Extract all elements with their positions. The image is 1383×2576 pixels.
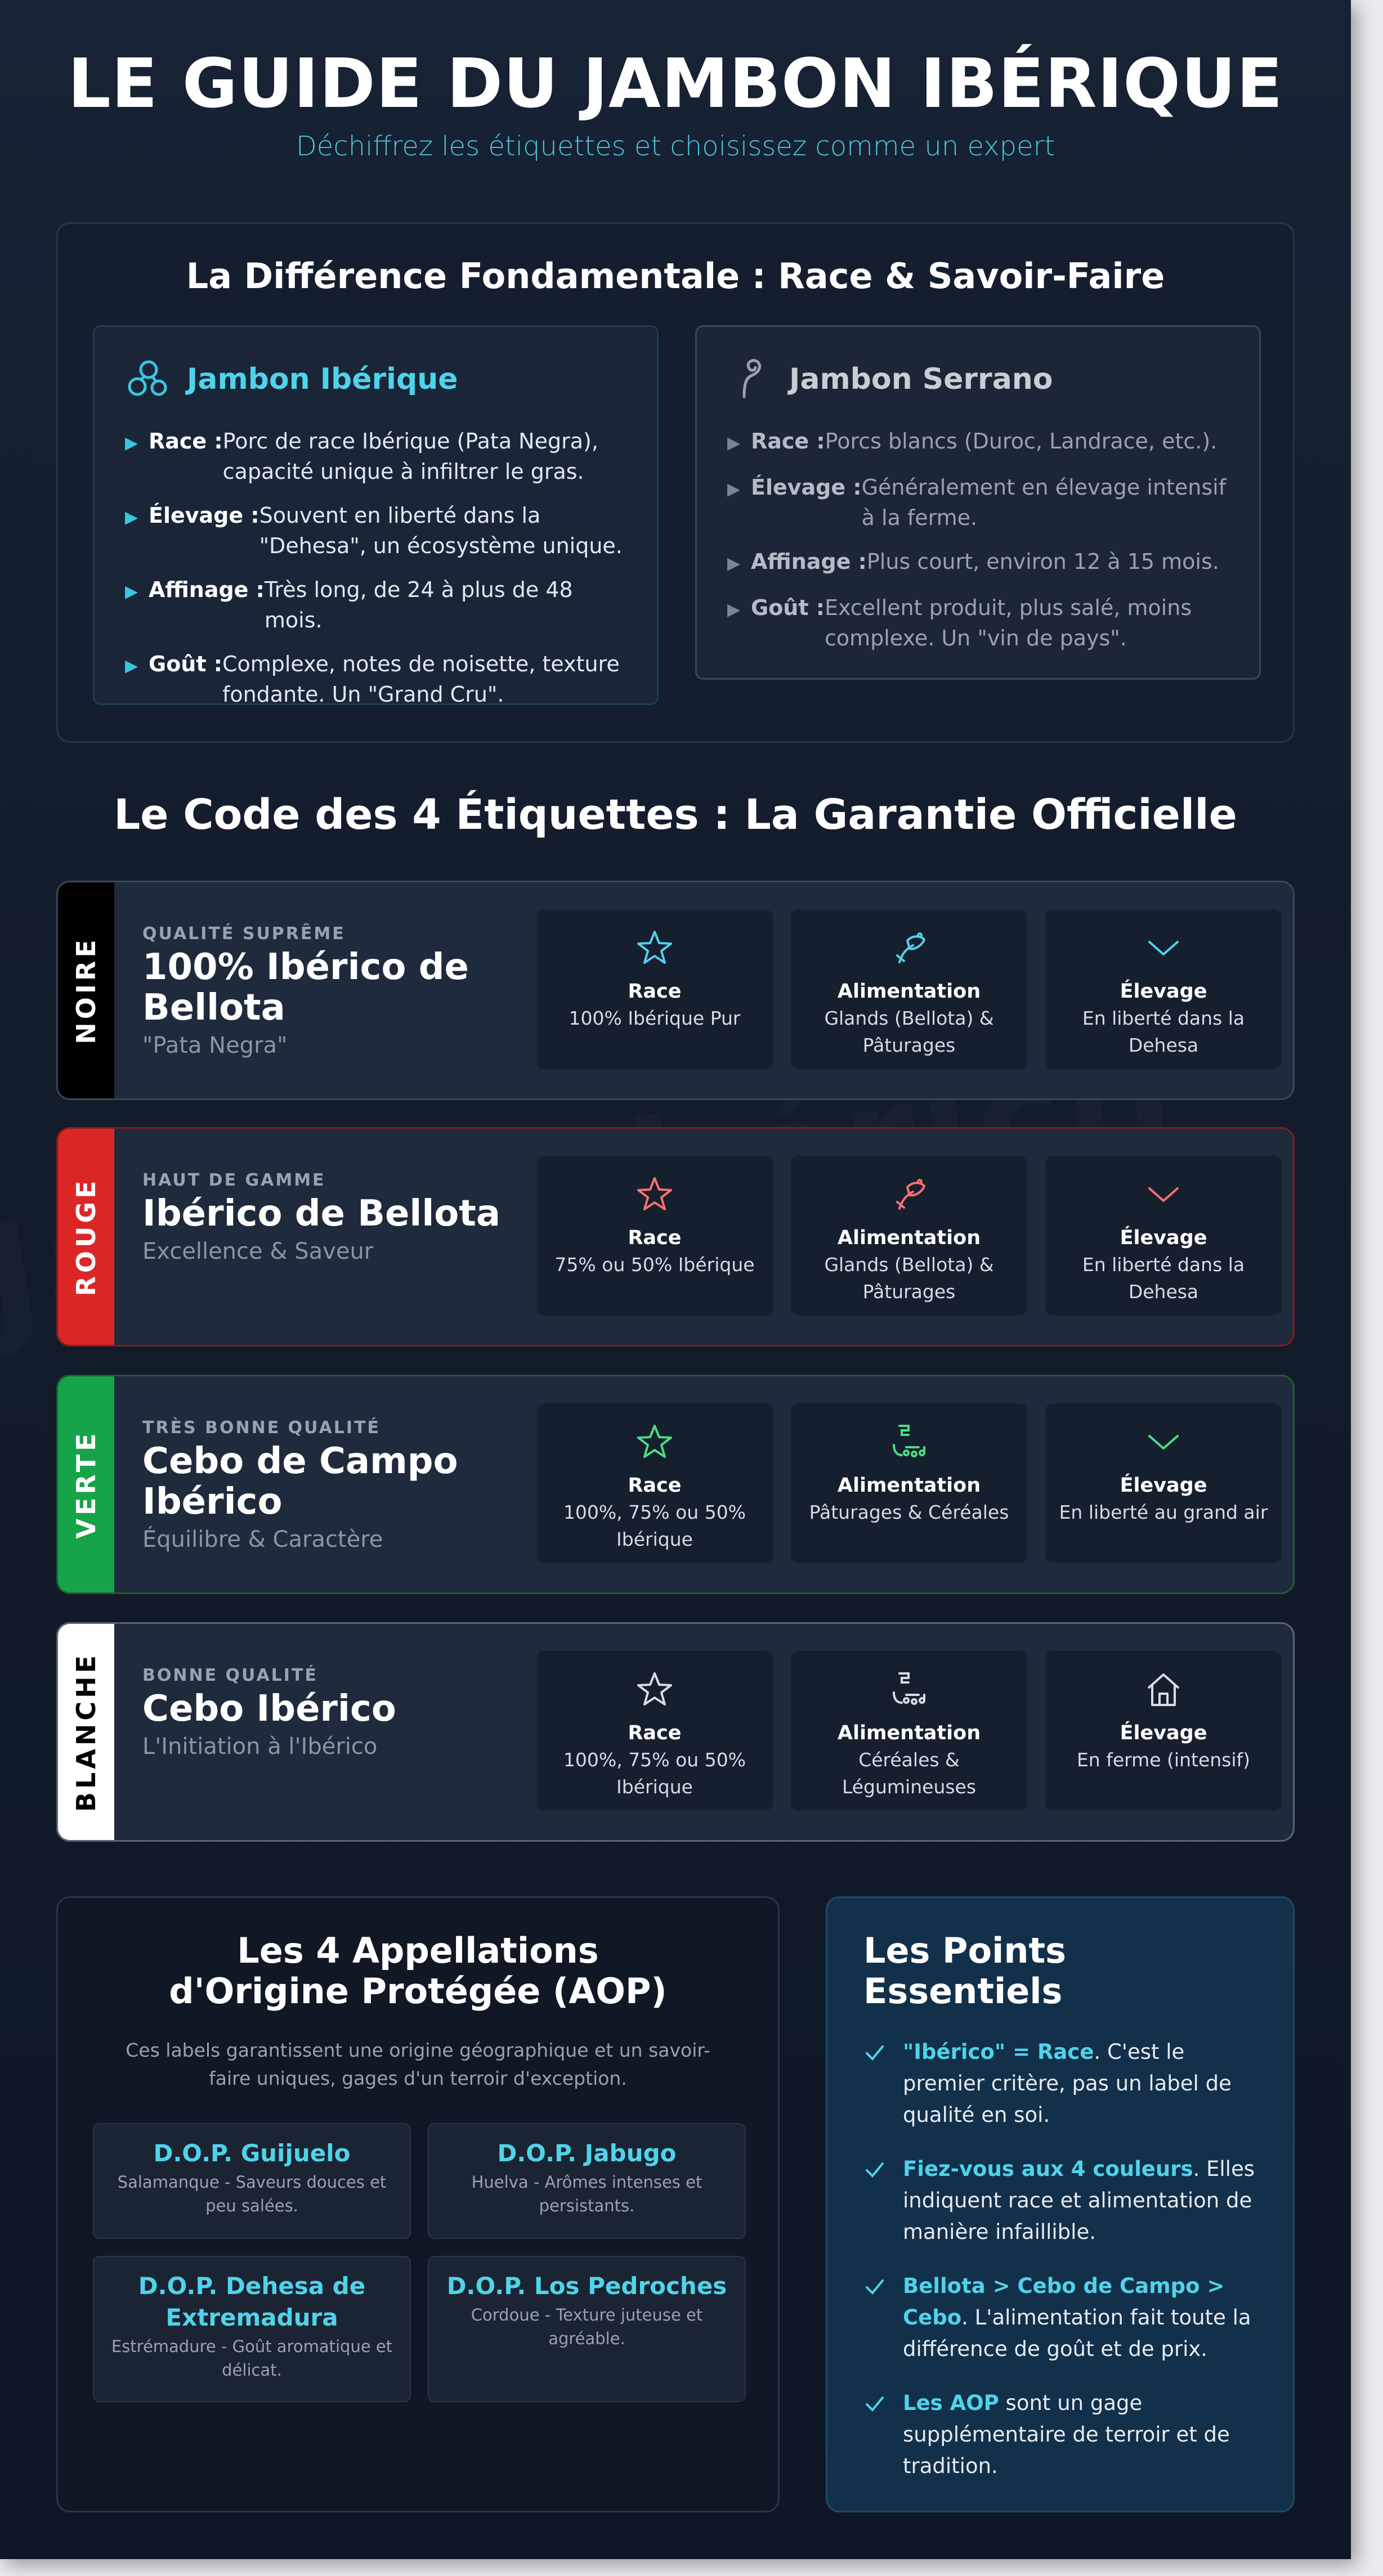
list-item (863, 2153, 1257, 2248)
attribute-value: 100% Ibérique Pur (569, 1007, 741, 1029)
star-icon (536, 924, 773, 972)
grain-icon (791, 1666, 1027, 1714)
attribute-title: Race (628, 1474, 682, 1497)
label-name: Cebo de Campo Ibérico (142, 1440, 458, 1523)
color-band (58, 882, 114, 1098)
item-text: Porcs blancs (Duroc, Landrace, etc.). (825, 429, 1218, 454)
attribute-value: Pâturages & Céréales (809, 1501, 1009, 1523)
essential-rest: . C'est le premier critère, pas un label de qualité en soi. (903, 2040, 1232, 2127)
essential-bold: Fiez-vous aux 4 couleurs (903, 2157, 1193, 2181)
item-text: Plus court, environ 12 à 15 mois. (866, 549, 1219, 574)
aop-item-guijuelo (93, 2123, 411, 2239)
item-text: Complexe, notes de noisette, texture fondante. Un "Grand Cru". (222, 652, 620, 707)
attribute-tile (536, 1156, 773, 1316)
attribute-tile (536, 909, 773, 1069)
attribute-tile (1045, 1403, 1282, 1563)
attribute-title: Alimentation (837, 1227, 981, 1249)
page-subtitle: Déchiffrez les étiquettes et choisissez comme un expert (296, 131, 1055, 162)
check-icon (863, 2153, 903, 2248)
aop-name: D.O.P. Jabugo (497, 2139, 677, 2167)
item-label: Affinage : (149, 577, 265, 602)
attribute-value: 100%, 75% ou 50% Ibérique (563, 1501, 746, 1550)
band-label: NOIRE (71, 936, 101, 1044)
labels-section-title: Le Code des 4 Étiquettes : La Garantie Officielle (114, 791, 1237, 839)
attribute-tile (791, 1651, 1027, 1811)
check-icon (863, 2036, 903, 2131)
star-icon (536, 1418, 773, 1466)
triangle-bullet-icon: ▶ (727, 554, 741, 573)
attribute-title: Alimentation (837, 1722, 981, 1744)
aop-intro: Ces labels garantissent une origine géographique et un savoir-faire uniques, gages d'un terroir d'exception. (126, 2039, 710, 2089)
molecule-icon (125, 355, 171, 403)
label-subtitle: Excellence & Saveur (142, 1238, 374, 1264)
grain-icon (791, 1418, 1027, 1466)
attribute-row (536, 882, 1282, 1098)
aop-panel (56, 1896, 780, 2512)
difference-title: La Différence Fondamentale : Race & Savoir-Faire (186, 255, 1165, 297)
essential-text (903, 2036, 1257, 2131)
triangle-bullet-icon: ▶ (727, 433, 741, 453)
aop-name: D.O.P. Dehesa de Extremadura (138, 2272, 366, 2331)
star-icon (536, 1666, 773, 1714)
band-label: ROUGE (71, 1177, 101, 1296)
list-item (727, 546, 1229, 579)
item-label: Goût : (751, 595, 825, 620)
label-card-noire (56, 881, 1295, 1100)
attribute-title: Alimentation (837, 1474, 981, 1497)
triangle-bullet-icon: ▶ (727, 479, 741, 499)
attribute-title: Race (628, 1722, 682, 1744)
label-subtitle: Équilibre & Caractère (142, 1527, 383, 1552)
triangle-bullet-icon: ▶ (727, 600, 741, 620)
aop-name: D.O.P. Guijuelo (153, 2139, 351, 2167)
triangle-bullet-icon: ▶ (125, 508, 138, 527)
attribute-value: 100%, 75% ou 50% Ibérique (563, 1749, 746, 1798)
attribute-tile (1045, 1156, 1282, 1316)
serrano-name: Jambon Serrano (789, 362, 1053, 396)
attribute-tile (1045, 909, 1282, 1069)
essential-rest: sont un gage supplémentaire de terroir et de tradition. (903, 2391, 1230, 2478)
essential-text (903, 2153, 1257, 2248)
item-label: Goût : (149, 652, 222, 676)
aop-name: D.O.P. Los Pedroches (446, 2272, 727, 2300)
attribute-row (536, 1376, 1282, 1592)
attribute-tile (1045, 1651, 1282, 1811)
acorn-icon (791, 1170, 1027, 1219)
item-label: Élevage : (751, 475, 862, 500)
essential-bold: "Ibérico" = Race (903, 2040, 1094, 2064)
label-card-verte (56, 1375, 1295, 1594)
list-item (863, 2387, 1257, 2482)
attribute-title: Alimentation (837, 980, 981, 1003)
attribute-title: Élevage (1120, 980, 1207, 1003)
check-icon (863, 2270, 903, 2365)
pig-tail-icon (727, 355, 773, 403)
difference-panel (56, 222, 1295, 743)
label-info (114, 882, 536, 1098)
label-name: Ibérico de Bellota (142, 1193, 501, 1235)
item-text: Souvent en liberté dans la "Dehesa", un écosystème unique. (259, 503, 623, 558)
item-text: Porc de race Ibérique (Pata Negra), capacité unique à infiltrer le gras. (222, 429, 598, 484)
label-name: Cebo Ibérico (142, 1688, 396, 1730)
triangle-bullet-icon: ▶ (125, 582, 138, 602)
page-title: LE GUIDE DU JAMBON IBÉRIQUE (68, 45, 1283, 123)
list-item (125, 500, 626, 561)
list-item (863, 2270, 1257, 2365)
star-icon (536, 1170, 773, 1219)
serrano-list (727, 426, 1229, 653)
attribute-title: Race (628, 980, 682, 1003)
label-card-rouge (56, 1127, 1295, 1347)
label-subtitle: "Pata Negra" (142, 1033, 288, 1058)
color-band (58, 1624, 114, 1840)
essential-rest: . L'alimentation fait toute la différence de goût et de prix. (903, 2305, 1251, 2361)
acorn-icon (791, 924, 1027, 972)
list-item (727, 426, 1229, 459)
item-text: Généralement en élevage intensif à la ferme. (861, 475, 1227, 530)
aop-desc: Huelva - Arômes intenses et persistants. (471, 2173, 702, 2215)
triangle-bullet-icon: ▶ (125, 656, 138, 676)
attribute-tile (791, 909, 1027, 1069)
tier-label: TRÈS BONNE QUALITÉ (142, 1418, 381, 1438)
essential-text (903, 2270, 1257, 2365)
list-item (863, 2036, 1257, 2131)
label-subtitle: L'Initiation à l'Ibérico (142, 1734, 378, 1760)
tier-label: BONNE QUALITÉ (142, 1666, 318, 1685)
label-info (114, 1624, 536, 1840)
attribute-tile (791, 1403, 1027, 1563)
list-item (125, 426, 626, 487)
chevron-down-icon (1045, 924, 1282, 972)
aop-title: Les 4 Appellations d'Origine Protégée (AOP) (169, 1930, 667, 2012)
attribute-row (536, 1129, 1282, 1345)
attribute-tile (536, 1403, 773, 1563)
attribute-value: Glands (Bellota) & Pâturages (824, 1007, 994, 1056)
essentials-list (863, 2036, 1257, 2482)
list-item (125, 649, 626, 710)
list-item (727, 593, 1229, 653)
list-item (125, 575, 626, 635)
iberico-card (93, 325, 659, 705)
attribute-value: En ferme (intensif) (1076, 1749, 1251, 1771)
item-text: Très long, de 24 à plus de 48 mois. (264, 577, 573, 632)
attribute-value: En liberté au grand air (1059, 1501, 1268, 1523)
triangle-bullet-icon: ▶ (125, 433, 138, 453)
attribute-value: Glands (Bellota) & Pâturages (824, 1254, 994, 1303)
band-label: VERTE (71, 1430, 101, 1539)
attribute-value: 75% ou 50% Ibérique (554, 1254, 755, 1276)
item-text: Excellent produit, plus salé, moins complexe. Un "vin de pays". (824, 595, 1192, 650)
tier-label: QUALITÉ SUPRÊME (142, 924, 346, 944)
aop-item-extremadura (93, 2256, 411, 2402)
house-icon (1045, 1666, 1282, 1714)
color-band (58, 1129, 114, 1345)
essential-rest: . Elles indiquent race et alimentation de manière infaillible. (903, 2157, 1255, 2244)
attribute-tile (791, 1156, 1027, 1316)
aop-grid (93, 2123, 746, 2402)
essentials-title: Les Points Essentiels (863, 1930, 1067, 2012)
label-info (114, 1129, 536, 1345)
essential-bold: Bellota > Cebo de Campo > Cebo (903, 2274, 1225, 2330)
list-item (727, 472, 1229, 533)
aop-item-jabugo (428, 2123, 746, 2239)
aop-desc: Estrémadure - Goût aromatique et délicat. (111, 2337, 393, 2380)
label-card-blanche (56, 1622, 1295, 1842)
check-icon (863, 2387, 903, 2482)
essential-text (903, 2387, 1257, 2482)
iberico-list (125, 426, 626, 710)
attribute-title: Élevage (1120, 1722, 1207, 1744)
chevron-down-icon (1045, 1418, 1282, 1466)
attribute-title: Élevage (1120, 1474, 1207, 1497)
item-label: Affinage : (751, 549, 867, 574)
item-label: Race : (751, 429, 825, 454)
iberico-name: Jambon Ibérique (187, 362, 458, 396)
attribute-value: En liberté dans la Dehesa (1082, 1254, 1245, 1303)
essentials-panel (826, 1896, 1295, 2512)
serrano-card (695, 325, 1261, 680)
band-label: BLANCHE (71, 1651, 101, 1812)
color-band (58, 1376, 114, 1592)
aop-desc: Salamanque - Saveurs douces et peu salées. (117, 2173, 387, 2215)
item-label: Élevage : (149, 503, 259, 528)
attribute-tile (536, 1651, 773, 1811)
essential-bold: Les AOP (903, 2391, 999, 2415)
attribute-value: En liberté dans la Dehesa (1082, 1007, 1245, 1056)
chevron-down-icon (1045, 1170, 1282, 1219)
attribute-value: Céréales & Légumineuses (842, 1749, 977, 1798)
attribute-title: Race (628, 1227, 682, 1249)
attribute-title: Élevage (1120, 1227, 1207, 1249)
attribute-row (536, 1624, 1282, 1840)
item-label: Race : (149, 429, 223, 454)
label-name: 100% Ibérico de Bellota (142, 946, 469, 1029)
aop-item-pedroches (428, 2256, 746, 2402)
aop-desc: Cordoue - Texture juteuse et agréable. (471, 2305, 703, 2348)
label-info (114, 1376, 536, 1592)
tier-label: HAUT DE GAMME (142, 1170, 326, 1190)
